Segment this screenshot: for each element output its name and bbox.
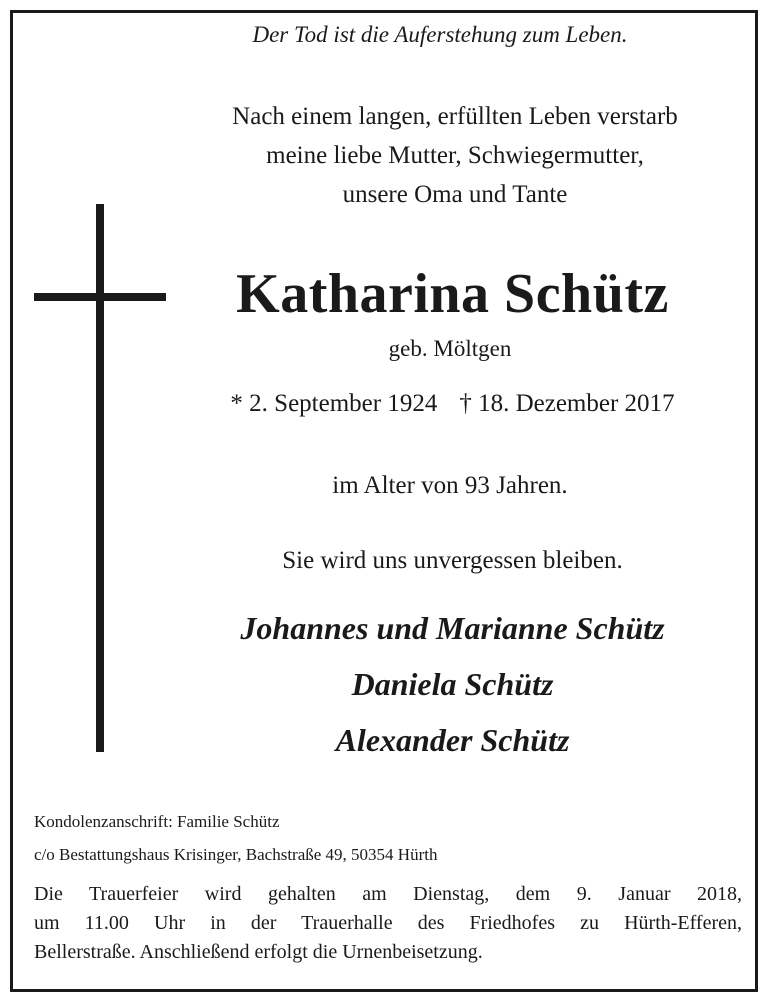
- cross-icon-vertical-bar: [96, 204, 104, 752]
- intro-line: Nach einem langen, erfüllten Leben verstarb: [232, 103, 678, 130]
- remembrance-text: Sie wird uns unvergessen bleiben.: [282, 547, 623, 574]
- mourner-name: Alexander Schütz: [335, 722, 570, 758]
- condolence-address: [34, 805, 437, 871]
- death-date: † 18. Dezember 2017: [459, 390, 675, 417]
- mourner-name: Daniela Schütz: [351, 666, 554, 702]
- maiden-name: geb. Möltgen: [388, 336, 512, 361]
- birth-date: * 2. September 1924: [230, 390, 438, 417]
- age-text: im Alter von 93 Jahren.: [332, 472, 568, 499]
- condolence-line: c/o Bestattungshaus Krisinger, Bachstraße 49, 50354 Hürth: [34, 845, 438, 864]
- cross-icon-horizontal-bar: [34, 293, 166, 301]
- intro-text: [145, 97, 765, 214]
- mourner-name: Johannes und Marianne Schütz: [240, 610, 665, 646]
- ceremony-info: [34, 880, 742, 967]
- ceremony-line: um 11.00 Uhr in der Trauerhalle des Friedhofes zu Hürth-Efferen,: [34, 912, 742, 934]
- ceremony-line: Die Trauerfeier wird gehalten am Dienstag, dem 9. Januar 2018,: [34, 883, 742, 905]
- mourners-list: [160, 600, 745, 768]
- condolence-line: Kondolenzanschrift: Familie Schütz: [34, 812, 280, 831]
- life-dates: [165, 390, 740, 418]
- ceremony-line: Bellerstraße. Anschließend erfolgt die Urnenbeisetzung.: [34, 941, 483, 963]
- deceased-name: Katharina Schütz: [236, 263, 669, 325]
- intro-line: meine liebe Mutter, Schwiegermutter,: [266, 142, 644, 169]
- intro-line: unsere Oma und Tante: [342, 181, 568, 208]
- motto: Der Tod ist die Auferstehung zum Leben.: [252, 22, 628, 47]
